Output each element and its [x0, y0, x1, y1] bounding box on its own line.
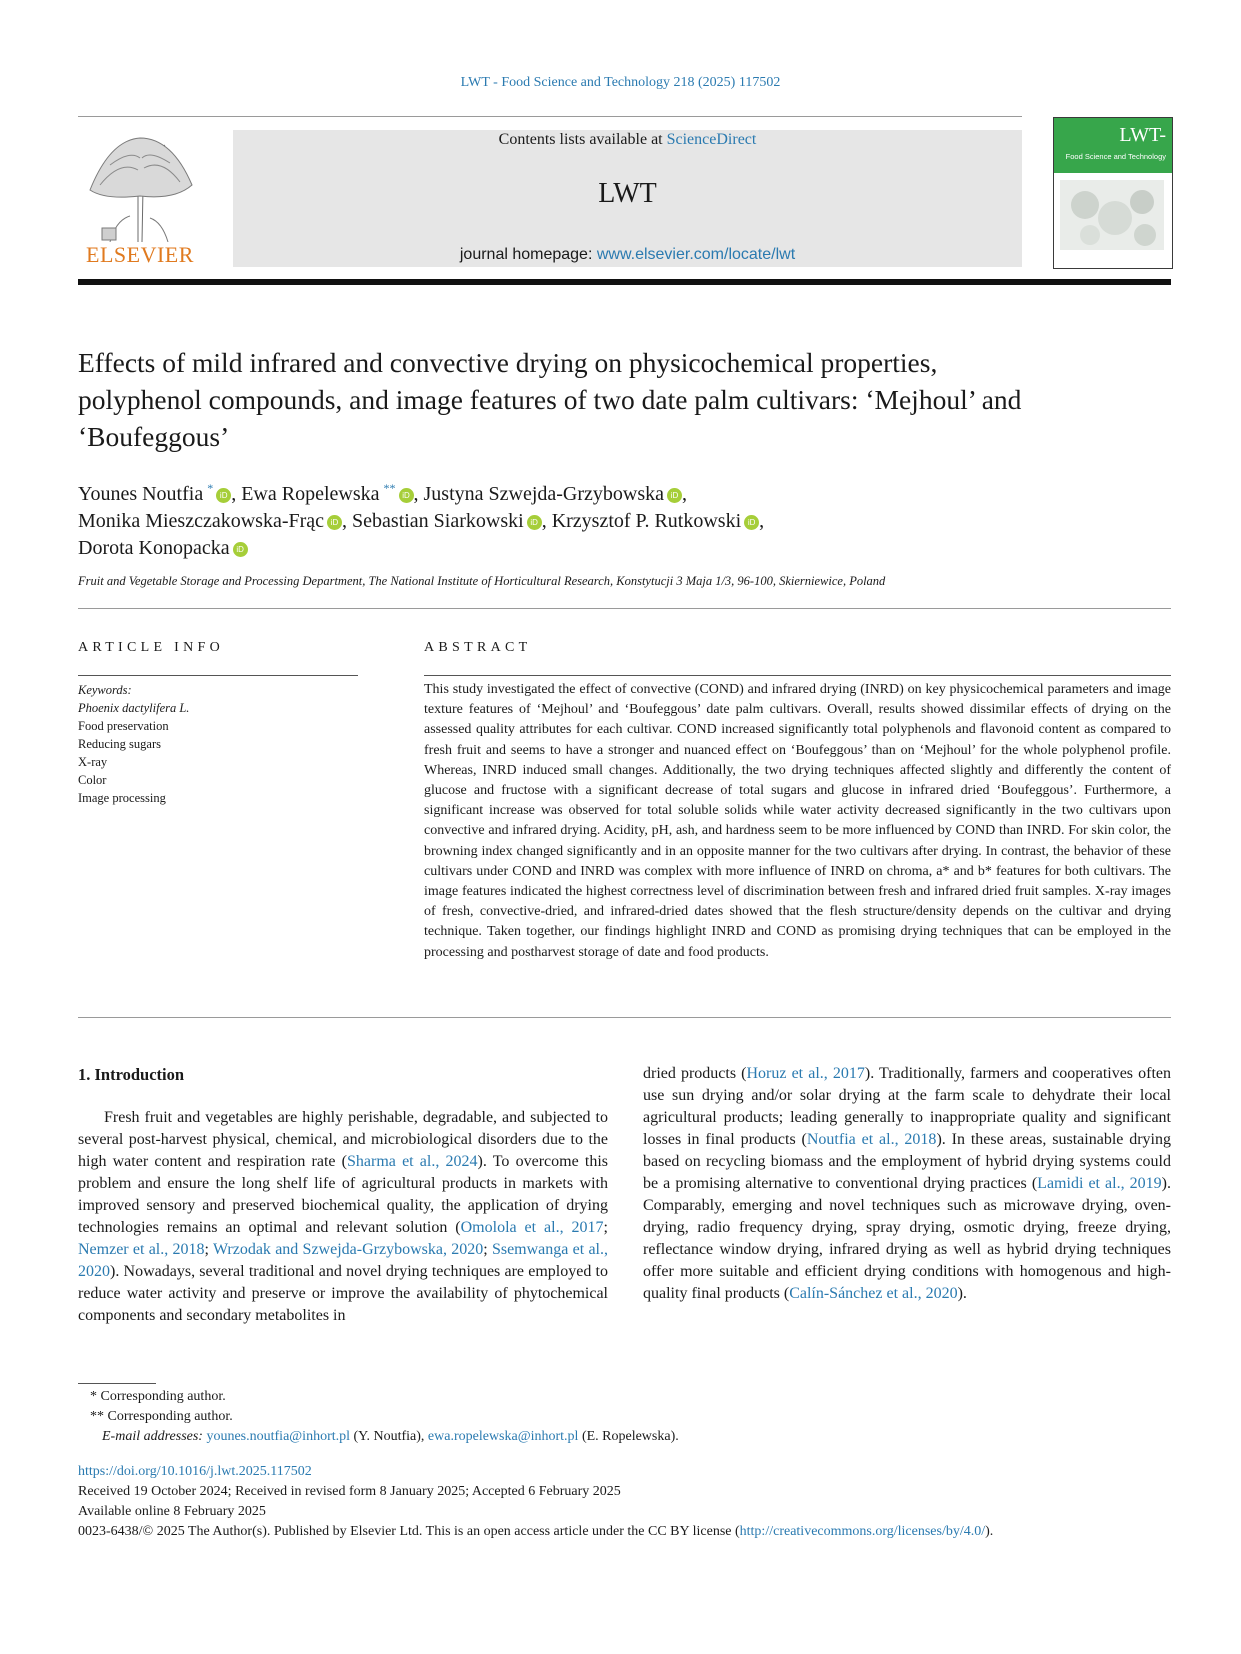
author-separator: ,: [682, 483, 687, 505]
corresponding-mark[interactable]: *: [207, 481, 214, 495]
journal-title: LWT: [598, 178, 657, 209]
author-name[interactable]: Justyna Szwejda-Grzybowska: [423, 483, 664, 505]
elsevier-logo[interactable]: [78, 130, 202, 270]
journal-homepage-line: [233, 246, 1022, 264]
citation-link[interactable]: Omolola et al., 2017: [460, 1219, 604, 1236]
license-prefix: 0023-6438/© 2025 The Author(s). Published by Elsevier Ltd. This is an open access article under the CC BY license (: [78, 1524, 740, 1539]
author-name[interactable]: Monika Mieszczakowska-Frąc: [78, 510, 325, 532]
citation-link[interactable]: Ssemwanga et al., 2020: [78, 1241, 608, 1280]
footnotes: [90, 1387, 1090, 1447]
header-thick-rule: [78, 279, 1171, 285]
author-list: [78, 475, 1078, 562]
email-owner: (Y. Noutfia),: [350, 1429, 428, 1444]
publication-info: [78, 1462, 1178, 1542]
homepage-prefix: journal homepage:: [459, 246, 597, 263]
orcid-icon[interactable]: iD: [744, 515, 759, 530]
citation-link[interactable]: Horuz et al., 2017: [746, 1065, 865, 1082]
author-separator: ,: [541, 510, 552, 532]
received-dates: Received 19 October 2024; Received in revised form 8 January 2025; Accepted 6 February 2025: [78, 1484, 621, 1499]
affiliation: Fruit and Vegetable Storage and Processing Department, The National Institute of Horticultural Research, Konstytucji 3 Maja 1/3, 96-100, Skierniewice, Poland: [78, 574, 886, 588]
citation-link[interactable]: Noutfia et al., 2018: [806, 1131, 937, 1148]
intro-column-right: [643, 1063, 1171, 1305]
body-text: ). To overcome this problem and ensure the long shelf life of agricultural products in markets with improved sensory and preserved biochemical quality, the application of drying technologies remains an optimal and relevant solution (: [78, 1153, 608, 1236]
keyword-item: Image processing: [78, 791, 166, 805]
journal-cover[interactable]: [1053, 117, 1173, 269]
elsevier-wordmark: ELSEVIER: [86, 242, 194, 267]
orcid-icon[interactable]: iD: [667, 488, 682, 503]
header-divider: [78, 116, 1022, 117]
keyword-item: Reducing sugars: [78, 737, 161, 751]
affiliation-divider: [78, 608, 1171, 609]
citation-link[interactable]: Wrzodak and Szwejda-Grzybowska, 2020: [212, 1241, 484, 1258]
email-label: E-mail addresses:: [102, 1429, 203, 1444]
license-suffix: ).: [985, 1524, 994, 1539]
keyword-item: X-ray: [78, 755, 108, 769]
abstract-text: This study investigated the effect of convective (COND) and infrared drying (INRD) on key physicochemical parameters and image texture features of ‘Mejhoul’ and ‘Boufeggous’ date palm cultivars. Overall, results showed dissimilar effects of drying on the assessed quality attributes for each cultivar. COND increased significantly total polyphenols and flavonoid content as compared to fresh fruit and seems to have a stronger and nuanced effect on ‘Boufeggous’ than on ‘Mejhoul’ for the whole polyphenol profile. Whereas, INRD induced small changes. Additionally, the two drying techniques affected slightly and differently the content of glucose and fructose with a significant decrease of total sugars and glucose in infrared dried ‘Boufeggous’. Furthermore, a significant increase was observed for total soluble solids while water activity decreased significantly in the two cultivars upon convective and infrared drying. Acidity, pH, ash, and hardness seem to be more influenced by COND than INRD. For skin color, the browning index changed significantly and in an opposite manner for the two cultivars after drying. In contrast, the behavior of these cultivars under COND and INRD was complex with more influence of INRD on chroma, a* and b* features for both cultivars. The image features indicated the highest correctness level of discrimination between fresh and infrared dried fruit samples. X-ray images of fresh, convective-dried, and infrared-dried dates showed that the flesh structure/density depends on the cultivar and drying technique. Taken together, our findings highlight INRD and COND as promising drying techniques that can be employed in the processing and postharvest storage of date and food products.: [424, 682, 1171, 960]
homepage-link[interactable]: www.elsevier.com/locate/lwt: [596, 246, 796, 263]
contents-prefix: Contents lists available at: [498, 131, 667, 148]
license-link[interactable]: http://creativecommons.org/licenses/by/4.0/: [739, 1524, 986, 1539]
body-text: ;: [204, 1241, 213, 1258]
cover-title: LWT-: [1119, 124, 1166, 146]
article-title: Effects of mild infrared and convective drying on physicochemical properties, polyphenol compounds, and image features of two date palm cultivars: ‘Mejhoul’ and ‘Boufeggous’: [78, 347, 1022, 452]
author-separator: ,: [231, 483, 242, 505]
journal-banner: [233, 130, 1022, 267]
body-text: ;: [483, 1241, 492, 1258]
orcid-icon[interactable]: iD: [327, 515, 342, 530]
author-name[interactable]: Ewa Ropelewska: [241, 483, 380, 505]
email-link[interactable]: ewa.ropelewska@inhort.pl: [427, 1429, 579, 1444]
article-info-rule: [78, 675, 358, 676]
email-link[interactable]: younes.noutfia@inhort.pl: [206, 1429, 351, 1444]
cover-subtitle: Food Science and Technology: [1065, 152, 1166, 161]
body-text: ;: [603, 1219, 608, 1236]
available-online: Available online 8 February 2025: [78, 1504, 266, 1519]
citation-link[interactable]: Sharma et al., 2024: [347, 1153, 478, 1170]
abstract-rule: [424, 675, 1171, 676]
citation-link[interactable]: Lamidi et al., 2019: [1037, 1175, 1162, 1192]
abstract-divider: [78, 1017, 1171, 1018]
keywords-label: Keywords:: [78, 683, 132, 697]
citation-link[interactable]: Nemzer et al., 2018: [78, 1241, 205, 1258]
footnote-rule: [78, 1383, 156, 1384]
elsevier-tree-icon: [80, 130, 200, 242]
cover-image: [1060, 180, 1164, 250]
author-separator: ,: [759, 510, 765, 532]
email-owner: (E. Ropelewska).: [578, 1429, 679, 1444]
email-addresses: [90, 1427, 1090, 1447]
body-text: ). Nowadays, several traditional and novel drying techniques are employed to reduce water activity and preserve or improve the availability of phytochemical components and secondary metabolites in: [78, 1263, 608, 1324]
contents-line: [233, 130, 1022, 150]
keyword-item: Food preservation: [78, 719, 169, 733]
journal-reference[interactable]: LWT - Food Science and Technology 218 (2025) 117502: [460, 75, 781, 90]
author-name[interactable]: Dorota Konopacka: [78, 537, 230, 559]
orcid-icon[interactable]: iD: [233, 542, 248, 557]
author-separator: ,: [342, 510, 353, 532]
corresponding-mark[interactable]: **: [383, 481, 396, 495]
article-info-heading: ARTICLE INFO: [78, 640, 225, 655]
body-text: ). Comparably, emerging and novel techniques such as microwave drying, oven-drying, radio frequency drying, spray drying, osmotic drying, freeze drying, reflectance window drying, infrared drying as well as hybrid drying techniques offer more suitable and efficient drying conditions with homogenous and high-quality final products (: [643, 1175, 1171, 1302]
body-text: ). Traditionally, farmers and cooperatives often use sun drying and/or solar drying at the farm scale to dehydrate their local agricultural products; leading generally to inappropriate quality and significant losses in final products (: [643, 1065, 1172, 1148]
corresponding-author-note: ** Corresponding author.: [90, 1409, 233, 1424]
intro-column-left: [78, 1107, 608, 1327]
keyword-item: Phoenix dactylifera L.: [78, 701, 190, 715]
orcid-icon[interactable]: iD: [399, 488, 414, 503]
sciencedirect-link[interactable]: ScienceDirect: [666, 131, 757, 148]
license-line: [78, 1522, 1178, 1542]
body-text: ). In these areas, sustainable drying based on recycling biomass and the employment of hybrid drying systems could be a promising alternative to conventional drying practices (: [643, 1131, 1172, 1192]
body-text: ).: [957, 1285, 967, 1302]
keywords-block: [78, 681, 358, 807]
body-text: Fresh fruit and vegetables are highly perishable, degradable, and subjected to several post-harvest physical, chemical, and microbiological disorders due to the high water content and respiration rate (: [78, 1109, 608, 1170]
author-name[interactable]: Sebastian Siarkowski: [352, 510, 524, 532]
section-heading-introduction: 1. Introduction: [78, 1065, 185, 1084]
keyword-item: Color: [78, 773, 107, 787]
orcid-icon[interactable]: iD: [216, 488, 231, 503]
author-separator: ,: [413, 483, 424, 505]
author-name[interactable]: Younes Noutfia: [78, 483, 204, 505]
corresponding-author-note: * Corresponding author.: [90, 1389, 226, 1404]
doi-link[interactable]: https://doi.org/10.1016/j.lwt.2025.117502: [78, 1464, 312, 1479]
author-name[interactable]: Krzysztof P. Rutkowski: [551, 510, 742, 532]
citation-link[interactable]: Calín-Sánchez et al., 2020: [789, 1285, 958, 1302]
abstract-heading: ABSTRACT: [424, 640, 532, 655]
cover-header: [1054, 118, 1172, 173]
body-text: dried products (: [643, 1065, 747, 1082]
orcid-icon[interactable]: iD: [527, 515, 542, 530]
